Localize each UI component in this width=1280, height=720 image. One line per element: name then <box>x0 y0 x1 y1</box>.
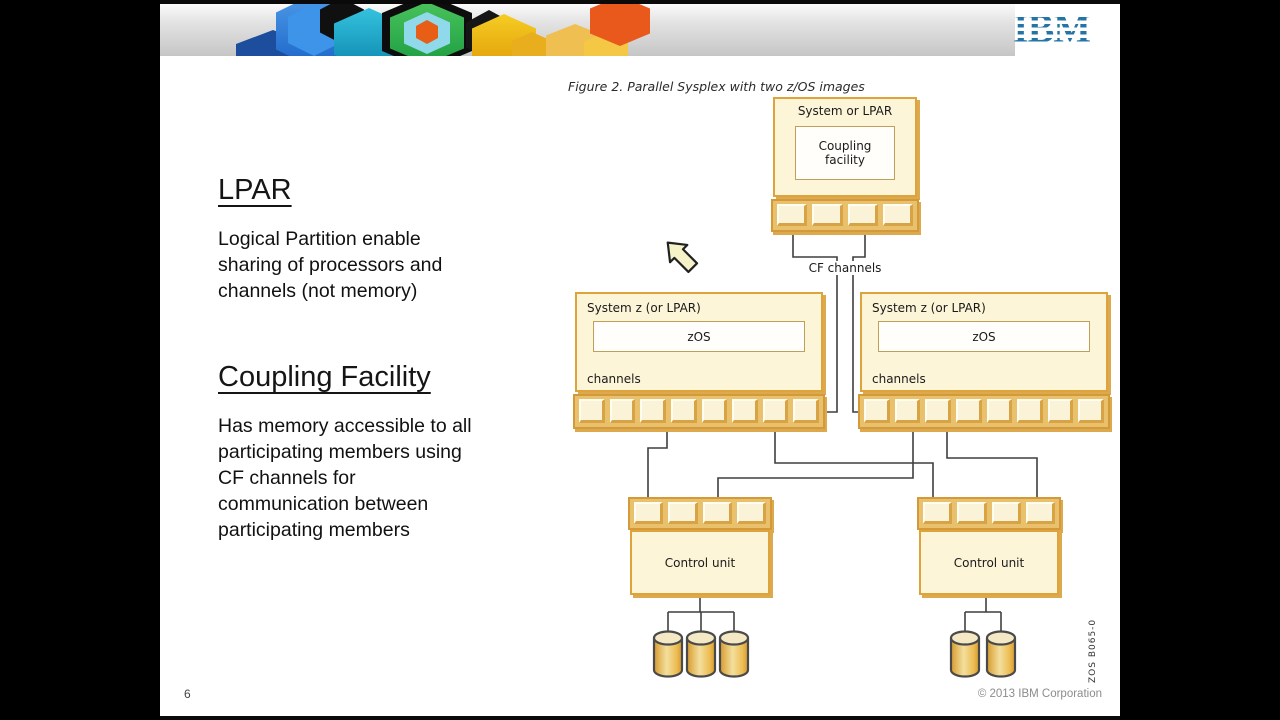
channel-cell <box>812 204 842 226</box>
section-body-coupling-facility: Has memory accessible to all participating members using CF channels for communication between participating members <box>218 415 472 541</box>
channel-cell <box>1048 399 1074 423</box>
channel-cell <box>763 399 789 423</box>
channel-cell <box>957 502 986 524</box>
channel-cell <box>668 502 697 524</box>
right-system-zos-box <box>878 321 1090 352</box>
channel-cell <box>703 502 732 524</box>
right-system-channel-row <box>858 394 1110 429</box>
channel-cell <box>883 204 913 226</box>
channel-cell <box>895 399 921 423</box>
cf-channels-label: CF channels <box>768 261 922 275</box>
letterbox-bottom <box>160 716 1120 720</box>
channel-cell <box>992 502 1021 524</box>
disk-icons <box>654 632 1015 677</box>
figure-code: ZOS B065-0 <box>1088 618 1098 683</box>
channel-cell <box>777 204 807 226</box>
left-system-zos-box <box>593 321 805 352</box>
channel-cell <box>702 399 728 423</box>
copyright-text: © 2013 IBM Corporation <box>977 688 1102 700</box>
channel-cell <box>671 399 697 423</box>
left-system-box-title: System z (or LPAR) <box>587 301 701 315</box>
channel-cell <box>923 502 952 524</box>
channel-cell <box>640 399 666 423</box>
coupling-facility-inner-box <box>795 126 895 180</box>
left-control-unit-box <box>630 530 770 595</box>
section-heading-lpar: LPAR <box>218 174 292 206</box>
right-control-unit-box <box>919 530 1059 595</box>
channel-cell <box>956 399 982 423</box>
header-banner <box>160 4 1015 56</box>
left-system-box <box>575 292 823 392</box>
section-body-lpar: Logical Partition enable sharing of processors and channels (not memory) <box>218 228 443 302</box>
channel-cell <box>737 502 766 524</box>
left-control-unit-channel-row <box>628 497 772 530</box>
left-system-zos-label: zOS <box>687 329 711 344</box>
channel-cell <box>732 399 758 423</box>
coupling-facility-channel-row <box>771 199 919 232</box>
right-system-zos-label: zOS <box>972 329 996 344</box>
right-system-box <box>860 292 1108 392</box>
slide <box>160 0 1120 720</box>
cursor-arrow-icon <box>660 237 702 277</box>
channel-cell <box>1026 502 1055 524</box>
page-number: 6 <box>184 687 191 701</box>
channel-cell <box>610 399 636 423</box>
channel-cell <box>925 399 951 423</box>
banner-graphic <box>160 4 1015 56</box>
ibm-logo: IBM <box>1013 10 1118 54</box>
channel-cell <box>864 399 890 423</box>
left-system-channel-row <box>573 394 825 429</box>
channel-cell <box>579 399 605 423</box>
channel-cell <box>793 399 819 423</box>
channel-cell <box>1017 399 1043 423</box>
channel-cell <box>1078 399 1104 423</box>
section-heading-coupling-facility: Coupling Facility <box>218 361 431 393</box>
coupling-facility-box-title: System or LPAR <box>797 104 893 118</box>
coupling-facility-inner-label: Coupling facility <box>818 139 872 167</box>
channel-cell <box>987 399 1013 423</box>
left-control-unit-label: Control unit <box>664 555 736 570</box>
right-system-box-title: System z (or LPAR) <box>872 301 986 315</box>
right-control-unit-label: Control unit <box>953 555 1025 570</box>
figure-caption: Figure 2. Parallel Sysplex with two z/OS images <box>568 79 865 94</box>
channel-cell <box>848 204 878 226</box>
right-system-channels-label: channels <box>872 372 926 386</box>
channel-cell <box>634 502 663 524</box>
coupling-facility-box <box>773 97 917 197</box>
right-control-unit-channel-row <box>917 497 1061 530</box>
left-system-channels-label: channels <box>587 372 641 386</box>
